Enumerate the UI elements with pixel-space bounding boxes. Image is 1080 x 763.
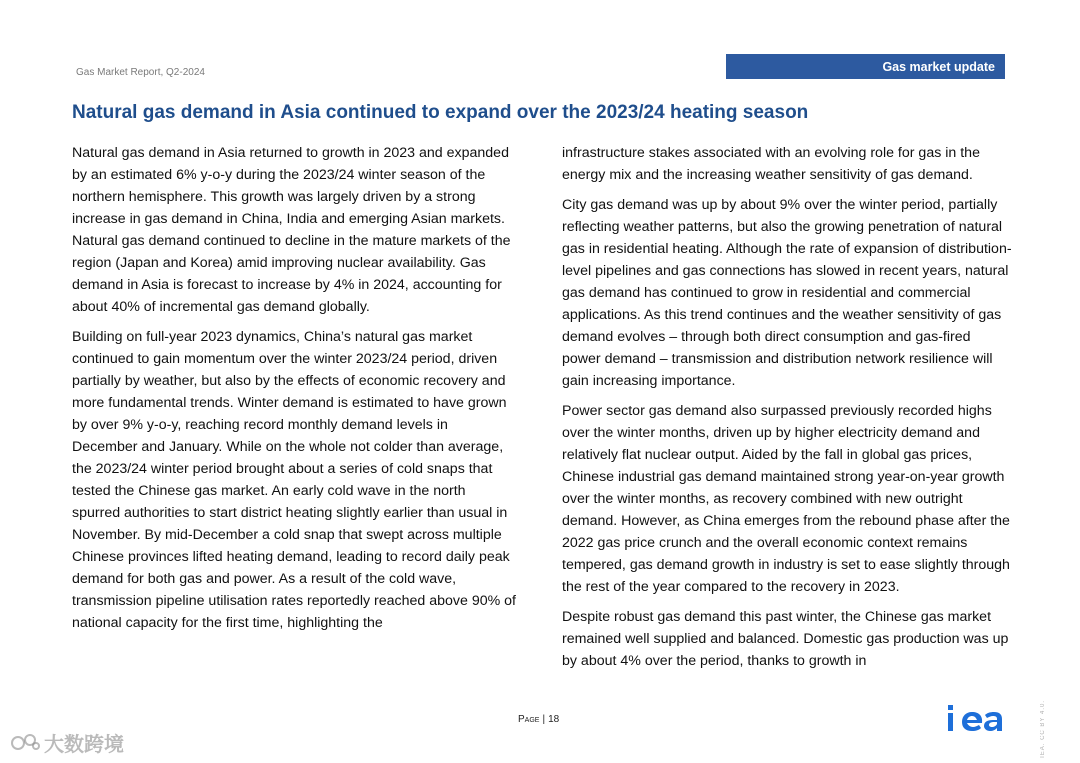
paragraph: Natural gas demand in Asia returned to growth in 2023 and expanded by an estimated 6% y-o-y during the 2023/24 winter season of the northern hemisphere. This growth was largely driven by a strong increase in gas demand in China, India and emerging Asian markets. Natural gas demand continued to decline in the mature markets of the region (Japan and Korea) amid improving nuclear availability. Gas demand in Asia is forecast to increase by 4% in 2024, accounting for about 40% of incremental gas demand globally. [72, 145, 511, 315]
license-code: IEA. CC BY 4.0. [1040, 700, 1046, 758]
watermark-text: 大数跨境 [44, 734, 124, 756]
iea-logo-icon [946, 704, 1008, 732]
page-title: Natural gas demand in Asia continued to expand over the 2023/24 heating season [72, 102, 809, 123]
left-column [72, 142, 516, 642]
watermark-logo-icon [10, 732, 40, 754]
page-number-value: 18 [548, 714, 560, 725]
paragraph: Despite robust gas demand this past winter, the Chinese gas market remained well supplied and balanced. Domestic gas production was up by about 4% over the period, thanks to growth in [562, 609, 1009, 669]
page-separator: | [542, 714, 546, 725]
right-column [562, 142, 1012, 680]
paragraph: Building on full-year 2023 dynamics, China’s natural gas market continued to gain momentum over the winter 2023/24 period, driven partially by weather, but also by the effects of economic recovery and more fundamental trends. Winter demand is estimated to have grown by over 9% y-o-y, reaching record monthly demand levels in December and January. While on the whole not colder than average, the 2023/24 winter period brought about a series of cold snaps that tested the Chinese gas market. An early cold wave in the north spurred authorities to start district heating slightly earlier than usual in November. By mid-December a cold snap that swept across multiple Chinese provinces lifted heating demand, leading to record daily peak demand for both gas and power. As a result of the cold wave, transmission pipeline utilisation rates reportedly reached above 90% of national capacity for the first time, highlighting the [72, 329, 517, 631]
paragraph: Power sector gas demand also surpassed previously recorded highs over the winter months, driven up by higher electricity demand and relatively flat nuclear output. Aided by the fall in global gas prices, Chinese industrial gas demand maintained strong year-on-year growth over the winter months, as recovery combined with new outright demand. However, as China emerges from the rebound phase after the 2022 gas price crunch and the overall economic context remains tempered, gas demand growth in industry is set to ease slightly through the rest of the year compared to the recovery in 2023. [562, 403, 1010, 595]
section-label: Gas market update [882, 59, 995, 74]
watermark [10, 728, 124, 757]
report-name: Gas Market Report, Q2-2024 [76, 67, 205, 78]
page-label: Page [518, 714, 540, 725]
paragraph: City gas demand was up by about 9% over the winter period, partially reflecting weather patterns, but also the growing penetration of natural gas in residential heating. Although the rate of expansion of distribution-level pipelines and gas connections has slowed in recent years, natural gas demand has continued to grow in residential and commercial applications. As this trend continues and the weather sensitivity of gas demand evolves – through both direct consumption and gas-fired power demand – transmission and distribution network resilience will gain increasing importance. [562, 197, 1012, 389]
page-number [518, 714, 559, 725]
section-label-bar [726, 54, 1005, 79]
paragraph: infrastructure stakes associated with an evolving role for gas in the energy mix and the increasing weather sensitivity of gas demand. [562, 145, 980, 183]
